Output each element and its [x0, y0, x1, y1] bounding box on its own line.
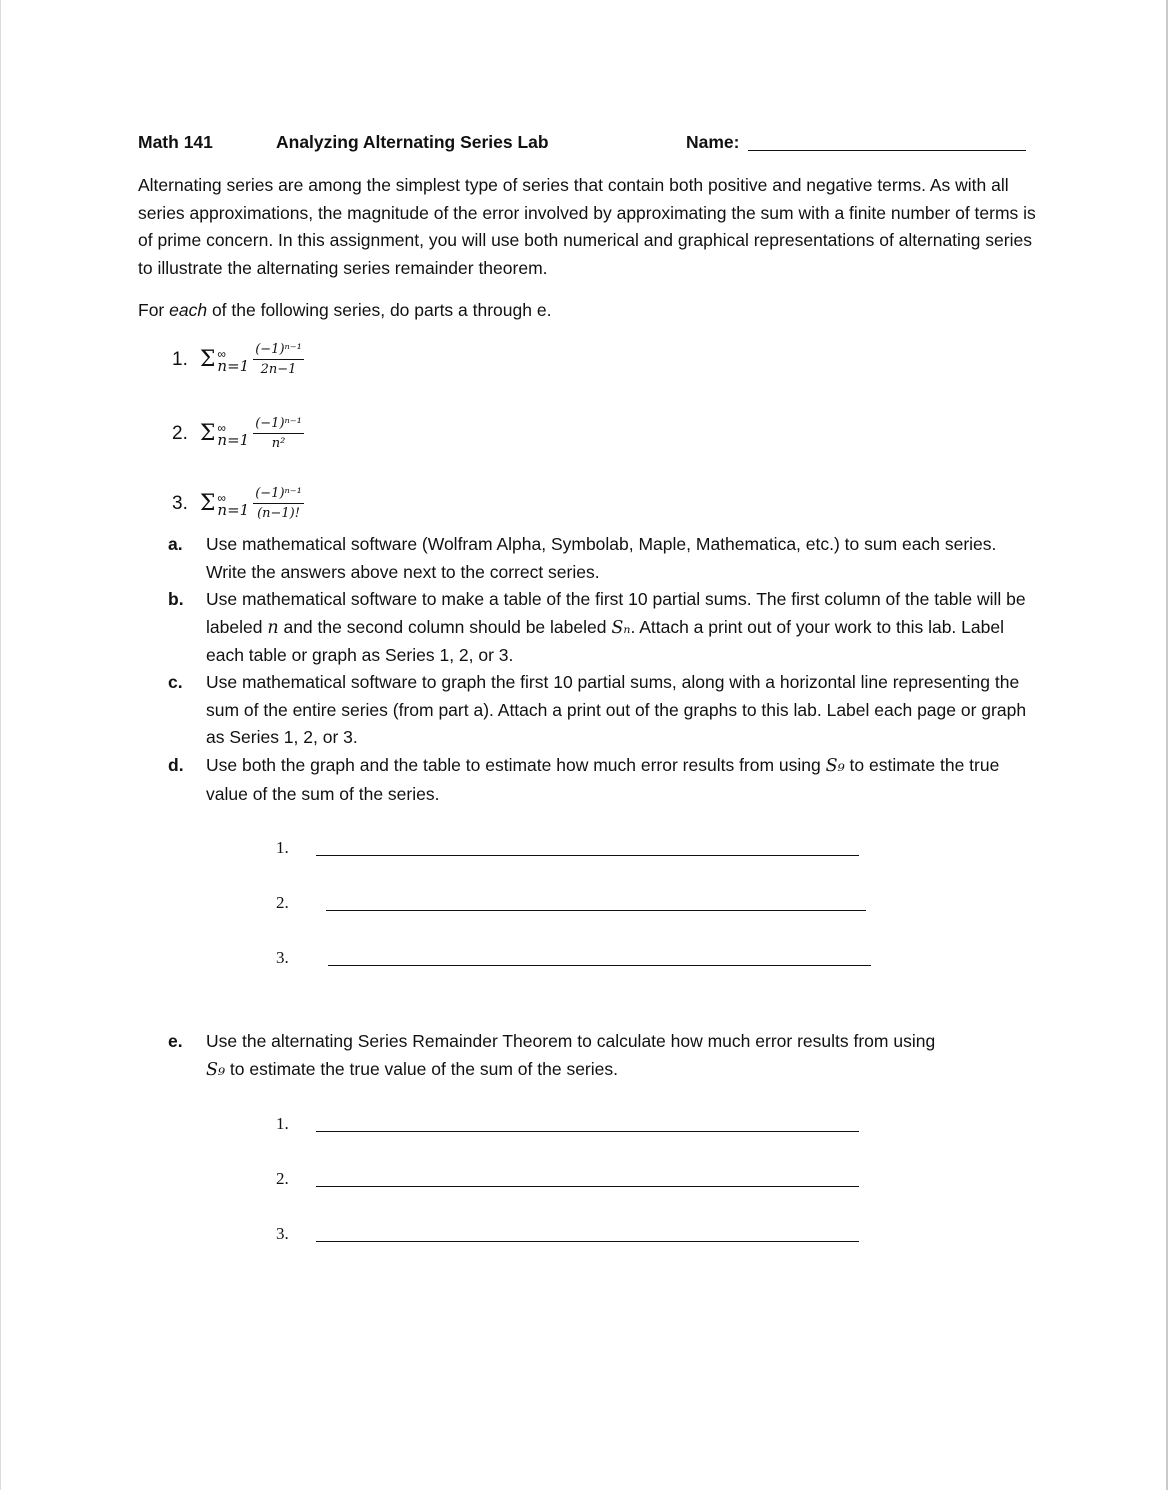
upper-limit: ∞ — [217, 420, 226, 435]
answer-number: 3. — [276, 948, 289, 967]
part-label: b. — [168, 589, 184, 609]
part-label: a. — [168, 534, 183, 554]
part-a — [168, 531, 1038, 586]
upper-limit: ∞ — [217, 490, 226, 505]
series-2 — [172, 416, 304, 451]
math-n: n — [267, 617, 279, 638]
series-number: 2. — [172, 422, 188, 444]
numerator: (−1)ⁿ⁻¹ — [253, 416, 304, 434]
part-label: e. — [168, 1031, 183, 1051]
page-edge-left — [0, 0, 1, 1490]
math-s9: S₉ — [206, 1059, 226, 1080]
series-1 — [172, 342, 304, 377]
course-label: Math 141 — [138, 132, 213, 152]
answer-line[interactable] — [316, 854, 859, 856]
answer-e-1 — [276, 1114, 859, 1134]
instruction-emphasis: each — [169, 300, 208, 320]
answer-line[interactable] — [316, 1185, 859, 1187]
answer-line[interactable] — [316, 1240, 859, 1242]
math-sn: Sₙ — [611, 617, 631, 638]
series-3 — [172, 486, 304, 521]
part-b — [168, 586, 1038, 670]
text: Use both the graph and the table to estimate how much error results from using — [206, 755, 826, 775]
answer-number: 2. — [276, 1169, 289, 1188]
answer-line[interactable] — [328, 964, 871, 966]
sigma-symbol: Σ — [199, 491, 216, 516]
text: and the second column should be labeled — [278, 616, 612, 637]
name-field[interactable] — [748, 150, 1026, 151]
part-text: Use mathematical software (Wolfram Alpha, Symbolab, Maple, Mathematica, etc.) to sum each series. Write the answers above next to the correct series. — [206, 534, 997, 582]
answer-line[interactable] — [316, 1130, 859, 1132]
answer-d-2 — [276, 893, 866, 913]
answer-line[interactable] — [326, 909, 866, 911]
sigma-symbol: Σ — [199, 347, 216, 372]
lower-limit: n=1 — [217, 430, 250, 449]
text: Use the alternating Series Remainder Theorem to calculate how much error results from using — [206, 1031, 936, 1051]
text: to estimate the true value of the sum of the series. — [225, 1058, 618, 1079]
numerator: (−1)ⁿ⁻¹ — [253, 486, 304, 504]
part-text — [206, 1028, 1038, 1084]
part-text — [206, 752, 1038, 808]
math-s9: S₉ — [825, 756, 845, 776]
lower-limit: n=1 — [217, 500, 250, 519]
instruction — [138, 297, 1038, 325]
text: . Attach a print out of your work to this lab. Label each table or graph as Series 1, 2, or 3. — [206, 616, 1004, 666]
part-c — [168, 669, 1038, 752]
answer-e-2 — [276, 1169, 859, 1189]
numerator: (−1)ⁿ⁻¹ — [253, 342, 304, 360]
lower-limit: n=1 — [217, 356, 250, 375]
answer-e-3 — [276, 1224, 859, 1244]
answer-number: 2. — [276, 893, 289, 912]
denominator: (n−1)! — [257, 506, 300, 521]
series-number: 3. — [172, 492, 188, 514]
part-text — [206, 586, 1038, 670]
series-number: 1. — [172, 348, 188, 370]
denominator: 2n−1 — [260, 362, 297, 377]
page-title: Analyzing Alternating Series Lab — [276, 132, 549, 152]
instruction-text: of the following series, do parts a through e. — [207, 300, 552, 320]
text: Use mathematical software to make a table of the first 10 partial sums. The first column of the table will be labeled — [206, 589, 1026, 637]
answer-number: 1. — [276, 838, 289, 857]
intro-paragraph: Alternating series are among the simplest type of series that contain both positive and negative terms. As with all series approximations, the magnitude of the error involved by approximating the sum with a finite number of terms is of prime concern. In this assignment, you will use both numerical and graphical representations of alternating series to illustrate the alternating series remainder theorem. — [138, 175, 1036, 279]
answer-number: 1. — [276, 1114, 289, 1133]
part-label: d. — [168, 755, 184, 775]
sigma-symbol: Σ — [199, 421, 216, 446]
answer-d-1 — [276, 838, 859, 858]
part-label: c. — [168, 672, 183, 692]
upper-limit: ∞ — [217, 346, 226, 361]
answer-d-3 — [276, 948, 871, 968]
part-e — [168, 1028, 1038, 1084]
part-text: Use mathematical software to graph the first 10 partial sums, along with a horizontal line representing the sum of the entire series (from part a). Attach a print out of the graphs to this lab. Label each page or graph as Series 1, 2, or 3. — [206, 672, 1027, 748]
part-d — [168, 752, 1038, 808]
denominator: n² — [271, 436, 286, 451]
text: to estimate the true value of the sum of the series. — [206, 755, 1000, 804]
answer-number: 3. — [276, 1224, 289, 1243]
name-label: Name: — [686, 132, 740, 152]
instruction-text: For — [138, 300, 170, 320]
